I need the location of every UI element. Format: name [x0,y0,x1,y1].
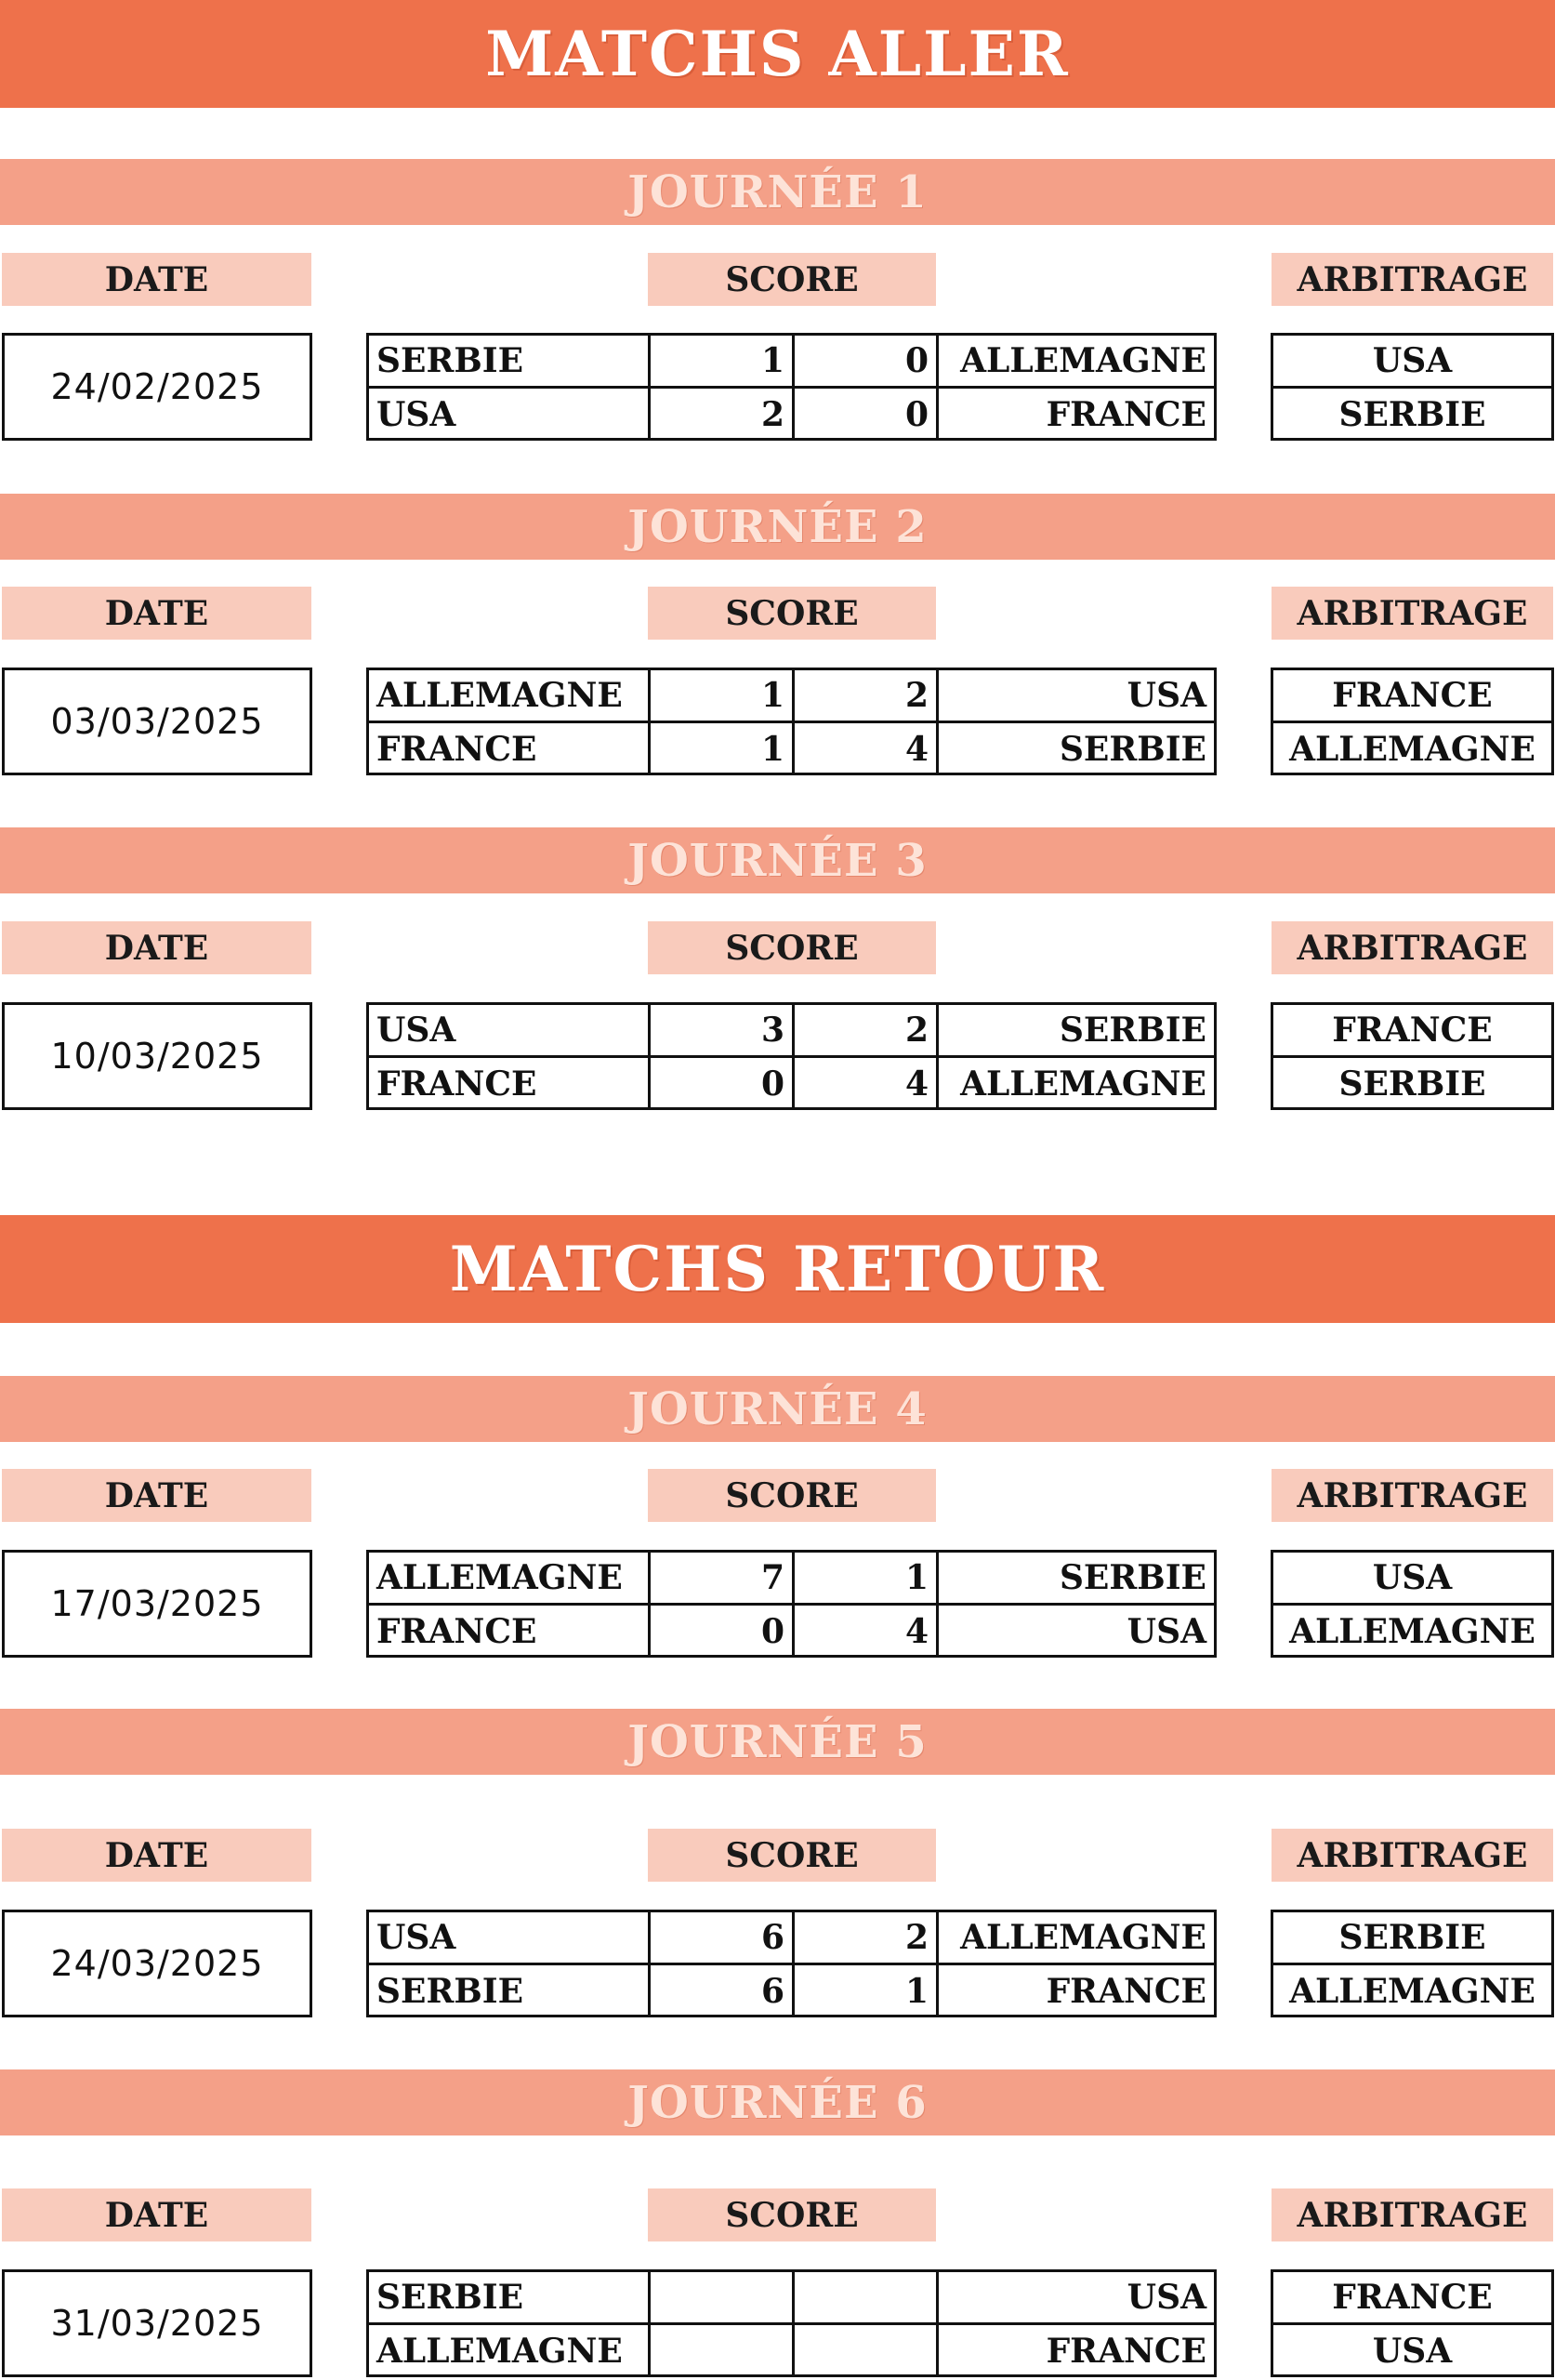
home-score[interactable]: 7 [651,1553,795,1603]
away-score[interactable] [795,2272,939,2322]
away-team[interactable]: ALLEMAGNE [960,1064,1206,1104]
match-table [366,1002,1217,1110]
away-score[interactable]: 2 [795,670,939,721]
match-date: 31/03/2025 [2,2269,312,2377]
day-title: JOURNÉE 4 [0,1376,1555,1442]
away-score[interactable] [795,2325,939,2376]
home-team[interactable]: ALLEMAGNE [369,1553,651,1603]
match-row [369,1965,1214,2016]
referee-table [1271,668,1554,775]
match-table [366,1550,1217,1658]
away-score[interactable]: 0 [795,389,939,440]
away-team[interactable]: FRANCE [1046,394,1206,434]
referee-cell[interactable]: FRANCE [1273,670,1551,723]
arbitrage-header: ARBITRAGE [1272,587,1553,640]
match-date: 24/02/2025 [2,333,312,441]
home-score[interactable]: 0 [651,1058,795,1109]
home-score[interactable]: 0 [651,1606,795,1657]
referee-cell[interactable]: ALLEMAGNE [1289,1611,1535,1651]
away-team[interactable]: SERBIE [1059,1558,1206,1597]
match-row [369,1912,1214,1965]
match-date: 24/03/2025 [2,1910,312,2017]
score-header: SCORE [648,253,936,306]
score-header: SCORE [648,2188,936,2241]
date-header: DATE [2,2188,311,2241]
match-table [366,2269,1217,2377]
away-score[interactable]: 4 [795,723,939,774]
away-team[interactable]: ALLEMAGNE [960,1918,1206,1957]
home-team[interactable]: SERBIE [369,2272,651,2322]
referee-cell[interactable]: USA [1273,1553,1551,1606]
away-team[interactable]: USA [1127,676,1206,715]
home-score[interactable] [651,2325,795,2376]
home-score[interactable]: 6 [651,1912,795,1963]
home-team[interactable]: ALLEMAGNE [369,2325,651,2376]
home-team[interactable]: FRANCE [369,723,651,774]
match-table [366,668,1217,775]
home-team[interactable]: SERBIE [369,336,651,386]
referee-cell[interactable]: SERBIE [1273,1912,1551,1965]
section-title-retour: MATCHS RETOUR [0,1215,1555,1323]
day-title: JOURNÉE 3 [0,827,1555,893]
date-header: DATE [2,1829,311,1882]
referee-table [1271,1910,1554,2017]
match-row [369,670,1214,723]
date-header: DATE [2,1469,311,1522]
home-team[interactable]: FRANCE [369,1058,651,1109]
referee-cell[interactable]: FRANCE [1273,2272,1551,2325]
arbitrage-header: ARBITRAGE [1272,1829,1553,1882]
match-row [369,2325,1214,2376]
match-row [369,723,1214,774]
section-title-aller: MATCHS ALLER [0,0,1555,108]
away-team[interactable]: FRANCE [1046,2331,1206,2371]
match-table [366,333,1217,441]
home-score[interactable]: 6 [651,1965,795,2016]
referee-cell[interactable]: SERBIE [1338,394,1486,434]
away-score[interactable]: 1 [795,1965,939,2016]
home-score[interactable]: 1 [651,670,795,721]
home-score[interactable]: 2 [651,389,795,440]
away-team[interactable]: SERBIE [1059,1011,1206,1050]
away-score[interactable]: 4 [795,1606,939,1657]
home-score[interactable] [651,2272,795,2322]
referee-table [1271,1002,1554,1110]
score-header: SCORE [648,1829,936,1882]
home-team[interactable]: FRANCE [369,1606,651,1657]
score-header: SCORE [648,587,936,640]
match-table [366,1910,1217,2017]
referee-table [1271,2269,1554,2377]
away-score[interactable]: 0 [795,336,939,386]
date-header: DATE [2,253,311,306]
away-score[interactable]: 2 [795,1912,939,1963]
match-row [369,1005,1214,1058]
match-date: 03/03/2025 [2,668,312,775]
match-row [369,1058,1214,1109]
referee-cell[interactable]: USA [1372,2331,1453,2371]
score-header: SCORE [648,921,936,974]
match-row [369,1606,1214,1657]
referee-cell[interactable]: ALLEMAGNE [1289,1971,1535,2011]
home-team[interactable]: USA [369,389,651,440]
home-team[interactable]: ALLEMAGNE [369,670,651,721]
referee-cell[interactable]: SERBIE [1338,1064,1486,1104]
match-row [369,389,1214,440]
away-score[interactable]: 1 [795,1553,939,1603]
arbitrage-header: ARBITRAGE [1272,2188,1553,2241]
home-score[interactable]: 1 [651,723,795,774]
away-team[interactable]: FRANCE [1046,1971,1206,2011]
arbitrage-header: ARBITRAGE [1272,1469,1553,1522]
referee-table [1271,1550,1554,1658]
match-date: 17/03/2025 [2,1550,312,1658]
arbitrage-header: ARBITRAGE [1272,921,1553,974]
home-team[interactable]: SERBIE [369,1965,651,2016]
away-team[interactable]: USA [1127,2278,1206,2317]
match-row [369,336,1214,389]
day-title: JOURNÉE 5 [0,1709,1555,1775]
home-team[interactable]: USA [369,1912,651,1963]
referee-cell[interactable]: USA [1273,336,1551,389]
home-score[interactable]: 1 [651,336,795,386]
referee-cell[interactable]: ALLEMAGNE [1289,729,1535,769]
day-title: JOURNÉE 1 [0,159,1555,225]
match-row [369,1553,1214,1606]
away-team[interactable]: ALLEMAGNE [960,341,1206,380]
arbitrage-header: ARBITRAGE [1272,253,1553,306]
home-team[interactable]: USA [369,1005,651,1055]
match-date: 10/03/2025 [2,1002,312,1110]
home-score[interactable]: 3 [651,1005,795,1055]
day-title: JOURNÉE 6 [0,2069,1555,2135]
away-score[interactable]: 2 [795,1005,939,1055]
away-score[interactable]: 4 [795,1058,939,1109]
referee-table [1271,333,1554,441]
date-header: DATE [2,587,311,640]
away-team[interactable]: USA [1127,1611,1206,1651]
away-team[interactable]: SERBIE [1059,729,1206,769]
day-title: JOURNÉE 2 [0,494,1555,560]
referee-cell[interactable]: FRANCE [1273,1005,1551,1058]
score-header: SCORE [648,1469,936,1522]
match-row [369,2272,1214,2325]
date-header: DATE [2,921,311,974]
